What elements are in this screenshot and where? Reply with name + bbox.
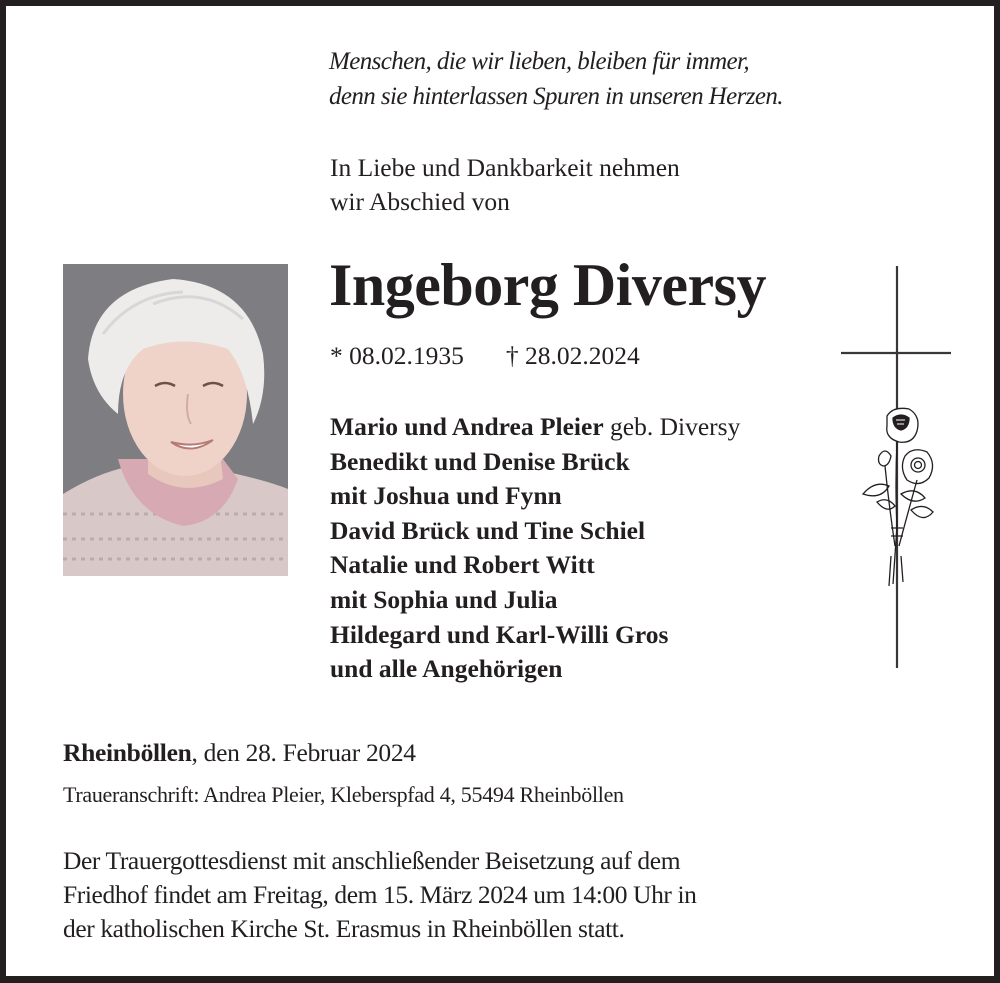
cross-with-roses-icon bbox=[841, 266, 953, 670]
notice-date: , den 28. Februar 2024 bbox=[191, 738, 416, 767]
family-line bbox=[330, 652, 740, 687]
family-line bbox=[330, 479, 740, 514]
family-line bbox=[330, 548, 740, 583]
family-names: Natalie und Robert Witt bbox=[330, 550, 595, 580]
service-line: Der Trauergottesdienst mit anschließender Beisetzung auf dem bbox=[63, 846, 681, 875]
family-list bbox=[330, 410, 740, 687]
funeral-service-info bbox=[63, 844, 697, 946]
intro-line: wir Abschied von bbox=[330, 187, 510, 216]
service-line: Friedhof findet am Freitag, dem 15. März 2024 um 14:00 Uhr in bbox=[63, 880, 697, 909]
motto-line: Menschen, die wir lieben, bleiben für immer, bbox=[329, 48, 750, 75]
birth-date: * 08.02.1935 bbox=[330, 341, 464, 370]
family-names: David Brück und Tine Schiel bbox=[330, 515, 646, 545]
obituary-notice bbox=[6, 6, 994, 976]
family-names: Mario und Andrea Pleier bbox=[330, 412, 604, 441]
family-names: und alle Angehörigen bbox=[330, 654, 563, 684]
portrait-image bbox=[63, 264, 288, 576]
family-line bbox=[330, 410, 740, 445]
mourning-address: Traueranschrift: Andrea Pleier, Kleberspfad 4, 55494 Rheinböllen bbox=[63, 782, 624, 807]
family-note: geb. Diversy bbox=[603, 412, 741, 441]
motto-line: denn sie hinterlassen Spuren in unseren Herzen. bbox=[329, 83, 783, 110]
deceased-name: Ingeborg Diversy bbox=[329, 252, 766, 318]
family-line bbox=[330, 514, 740, 549]
intro-text bbox=[330, 151, 680, 219]
motto-quote bbox=[329, 44, 783, 114]
family-names: Hildegard und Karl-Willi Gros bbox=[330, 619, 669, 649]
intro-line: In Liebe und Dankbarkeit nehmen bbox=[330, 153, 680, 182]
family-names: Benedikt und Denise Brück bbox=[330, 446, 630, 476]
life-dates bbox=[330, 339, 640, 373]
portrait-photo bbox=[63, 264, 288, 576]
family-line bbox=[330, 583, 740, 618]
place-name: Rheinböllen bbox=[63, 738, 192, 767]
service-line: der katholischen Kirche St. Erasmus in Rheinböllen statt. bbox=[63, 914, 625, 943]
family-line bbox=[330, 618, 740, 653]
family-names: mit Sophia und Julia bbox=[330, 584, 558, 614]
family-names: mit Joshua und Fynn bbox=[330, 481, 562, 511]
place-and-date bbox=[63, 736, 416, 770]
death-date: † 28.02.2024 bbox=[505, 341, 640, 370]
family-line bbox=[330, 445, 740, 480]
